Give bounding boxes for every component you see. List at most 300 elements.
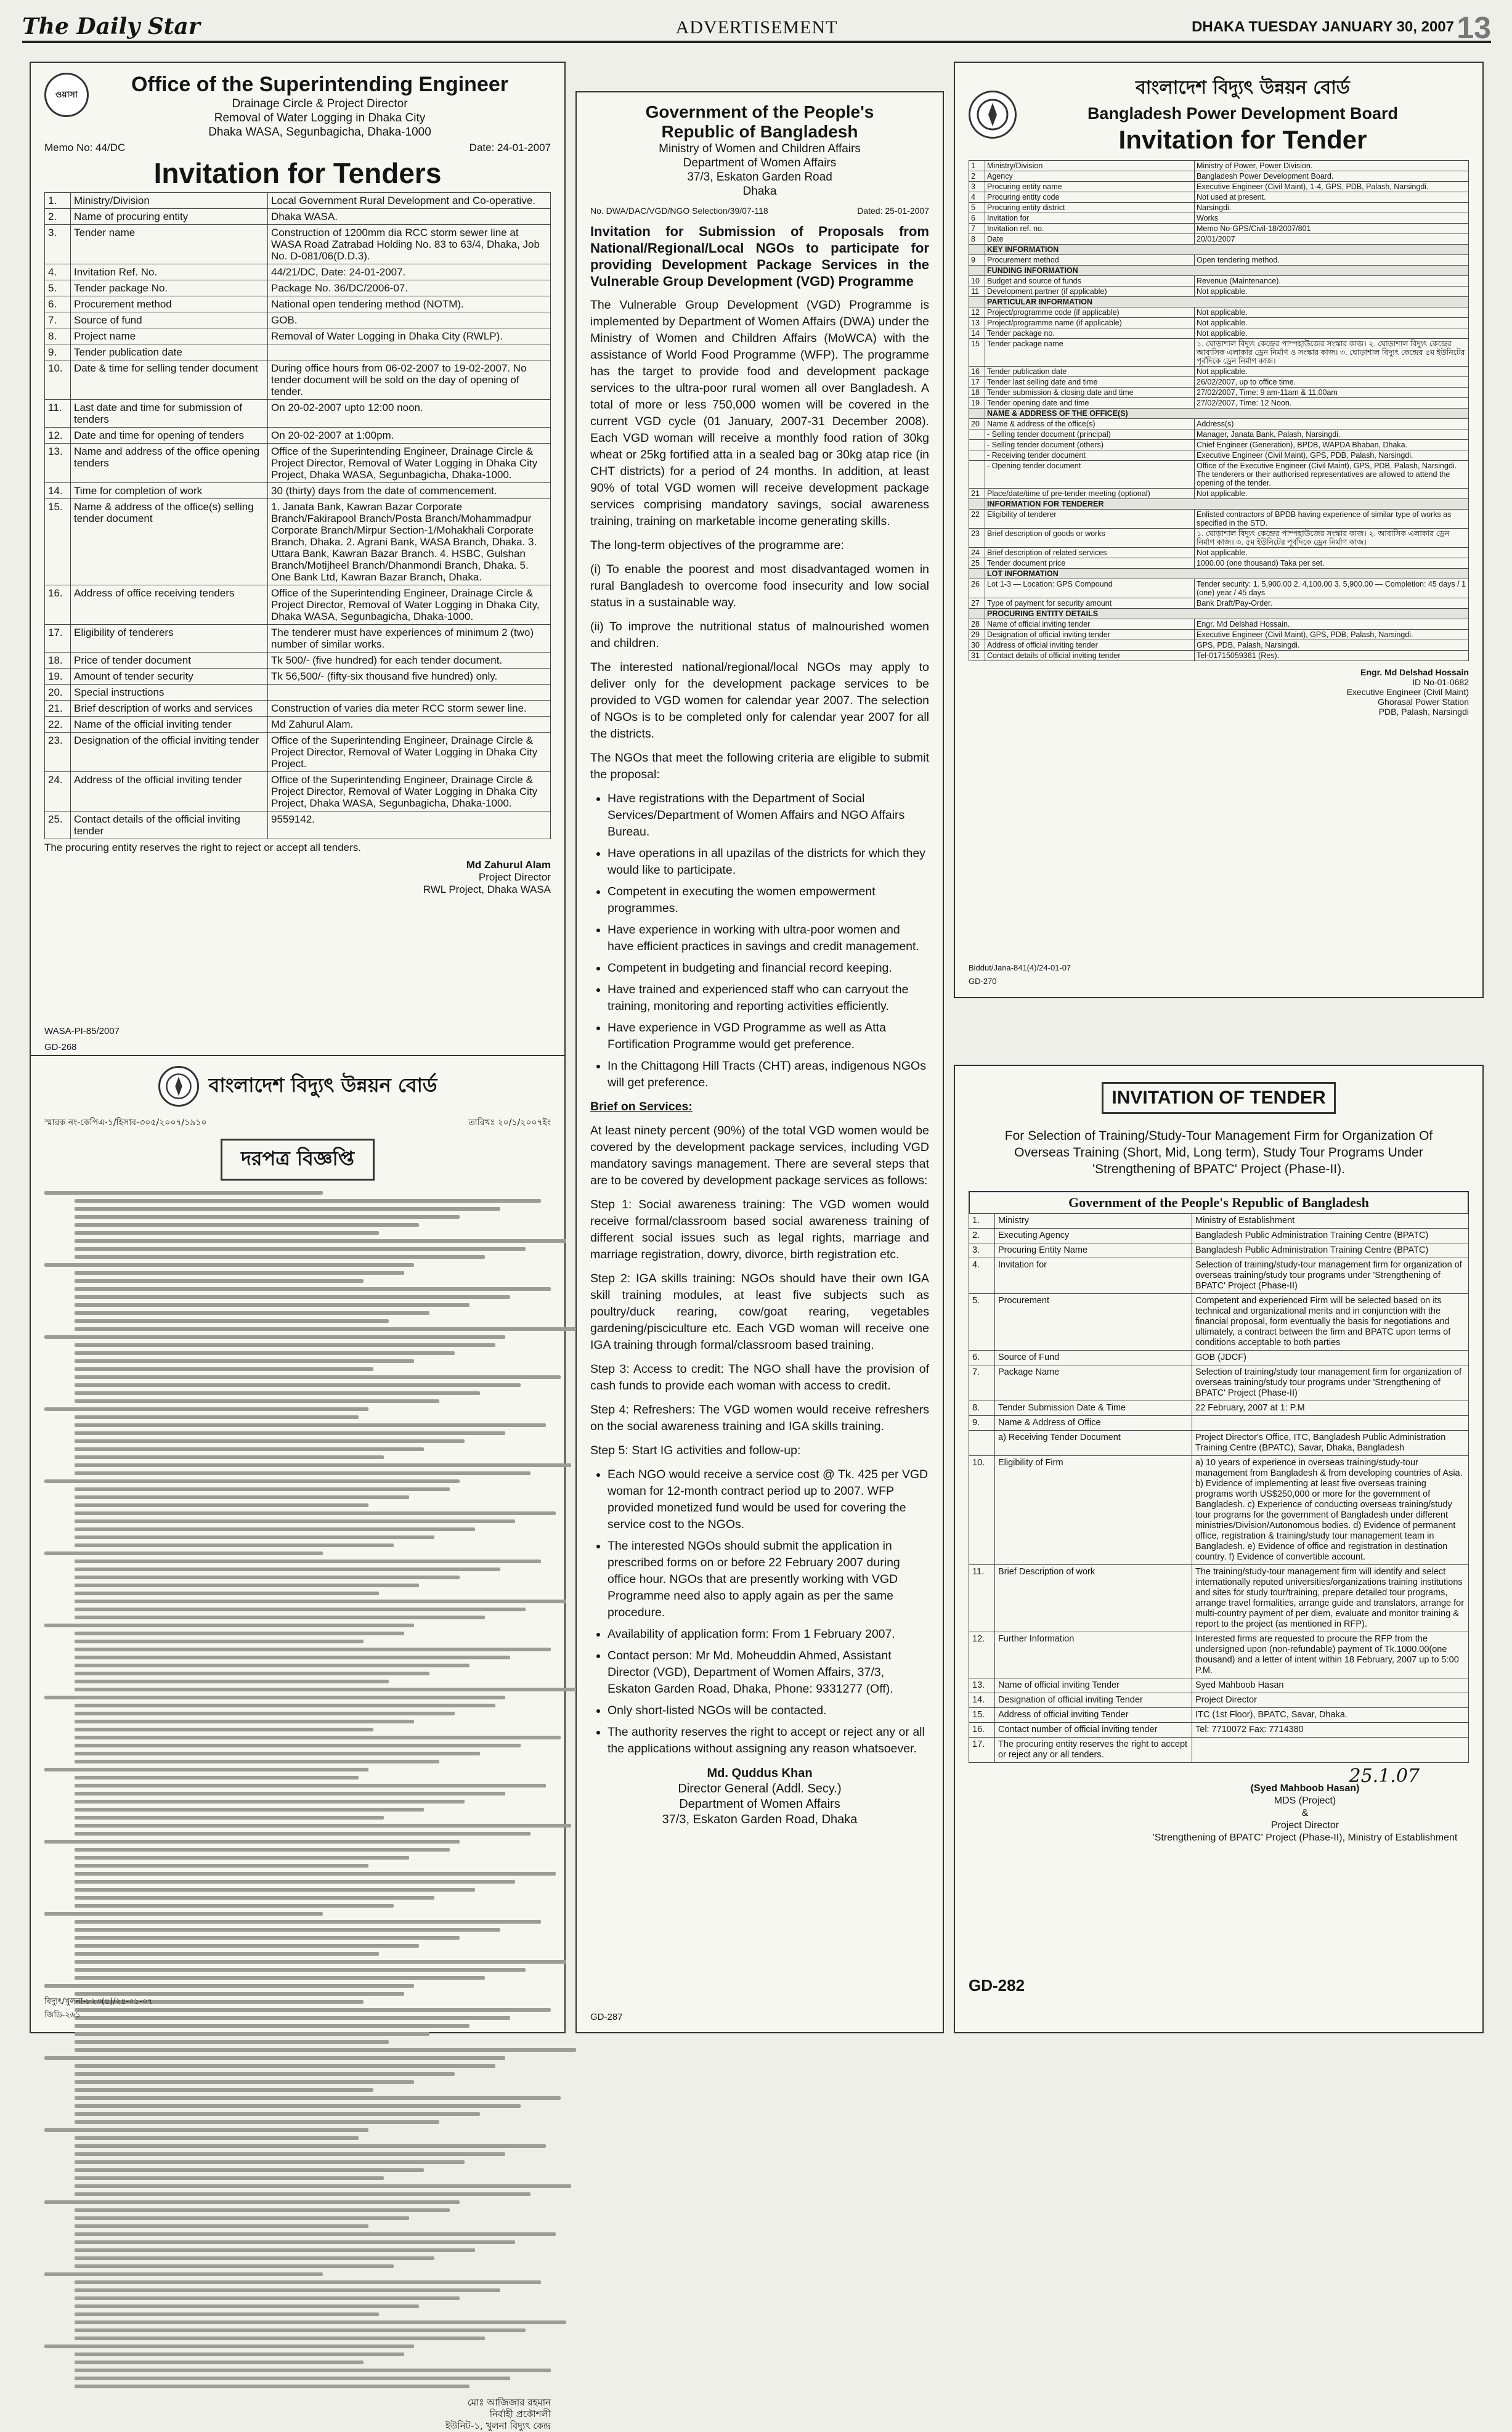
table-cell-no: 4 — [969, 192, 985, 203]
bpdb-sign-org-1: Ghorasal Power Station — [1378, 697, 1469, 707]
table-cell-lab: Date & time for selling tender document — [71, 360, 268, 400]
table-cell-lab: Designation of official inviting tender — [985, 630, 1195, 640]
text-line — [75, 1960, 566, 1964]
text-line — [75, 1303, 469, 1307]
table-row — [45, 280, 551, 296]
table-row — [969, 161, 1469, 171]
wasa-sub-3: Dhaka WASA, Segunbagicha, Dhaka-1000 — [208, 126, 431, 139]
list-item: • Competent in executing the women empowerment programmes. — [608, 884, 929, 917]
text-line — [75, 1503, 368, 1507]
text-line — [75, 2136, 358, 2140]
table-cell-lab: - Selling tender document (principal) — [985, 429, 1195, 440]
table-cell-lab: Tender name — [71, 225, 268, 264]
table-cell-no: 12 — [969, 307, 985, 318]
table-cell-no: 15. — [969, 1708, 995, 1723]
text-line — [75, 2232, 556, 2236]
table-cell-val: Tender security: 1. 5,900.00 2. 4,100.00 3. 5,900.00 — Completion: 45 days / 1 (one) year / 45 days — [1195, 579, 1469, 598]
text-line — [44, 2128, 368, 2132]
bpdb-bangla-code-1: বিদ্যুৎ/খুলনা-৮২৩(৪)/২৪-০১-০৭ — [44, 1997, 153, 2006]
text-line — [75, 2240, 515, 2244]
table-cell-no: 19. — [45, 669, 71, 685]
table-cell-no: 4. — [969, 1258, 995, 1294]
text-line — [75, 1431, 505, 1435]
women-para-3: The interested national/regional/local NGOs may apply to deliver only for the development package services to be provided to VGD women for calendar year 2007. The selection of NGOs is to be completed only for calendar year 2007 for all the districts. — [590, 661, 929, 741]
text-line — [75, 2304, 419, 2308]
table-cell-lab: Procuring entity district — [985, 203, 1195, 213]
text-line — [75, 2064, 495, 2068]
bpatc-sign-title-1: MDS (Project) — [1274, 1796, 1336, 1806]
table-row — [969, 1258, 1469, 1294]
bpdb-bangla-sign-org: ইউনিট-১, খুলনা বিদ্যুৎ কেন্দ্র — [445, 2420, 551, 2431]
table-cell-val: The tenderer must have experiences of minimum 2 (two) number of similar works. — [268, 625, 551, 653]
text-line — [75, 1880, 515, 1884]
table-cell-lab: Brief description of goods or works — [985, 529, 1195, 548]
table-cell-lab: Tender package name — [985, 339, 1195, 367]
table-cell-no: 8. — [45, 328, 71, 344]
table-cell-lab: Contact details of official inviting tender — [985, 651, 1195, 661]
text-line — [75, 1399, 439, 1403]
text-line — [75, 2072, 455, 2076]
table-cell-no: 11. — [45, 400, 71, 428]
table-cell-lab: The procuring entity reserves the right to accept or reject any or all tenders. — [995, 1738, 1192, 1763]
text-line — [75, 1439, 465, 1443]
women-para-4: The NGOs that meet the following criteria are eligible to submit the proposal: — [590, 751, 929, 781]
text-line — [75, 1495, 409, 1499]
table-row — [45, 585, 551, 625]
text-line — [75, 1423, 545, 1427]
table-cell-val: Tel-01715059361 (Res). — [1195, 651, 1469, 661]
bpdb-bangla-logo-icon — [158, 1066, 199, 1107]
text-line — [75, 1391, 480, 1395]
table-cell-val: 26/02/2007, up to office time. — [1195, 377, 1469, 388]
text-line — [44, 1984, 414, 1988]
table-cell-no: 20 — [969, 419, 985, 429]
text-line — [75, 1415, 358, 1419]
text-line — [75, 1752, 480, 1755]
bpdb-logo-icon — [969, 91, 1017, 139]
table-cell-val: Package No. 36/DC/2006-07. — [268, 280, 551, 296]
text-line — [75, 1704, 495, 1707]
table-cell-val: Open tendering method. — [1195, 255, 1469, 266]
table-cell-lab: Invitation ref. no. — [985, 224, 1195, 234]
women-step-1: Step 1: Social awareness training: The VGD women would receive formal/classroom based social awareness training of different social issues such as legal rights, marriage and marriage registration, dowry, divorce, birth registration etc. — [590, 1198, 929, 1261]
women-para-2: The long-term objectives of the programme are: — [590, 539, 844, 552]
table-cell-lab: Procuring entity code — [985, 192, 1195, 203]
table-cell-lab: Contact number of official inviting tender — [995, 1723, 1192, 1738]
table-cell-val: Bangladesh Public Administration Training Centre (BPATC) — [1192, 1229, 1469, 1243]
wasa-date: Date: 24-01-2007 — [469, 142, 551, 153]
bpatc-tender-table — [969, 1213, 1469, 1763]
table-cell-val: Not applicable. — [1195, 328, 1469, 339]
table-row — [969, 598, 1469, 609]
text-line — [75, 1543, 394, 1547]
table-cell-val: On 20-02-2007 upto 12:00 noon. — [268, 400, 551, 428]
text-line — [75, 1568, 500, 1571]
table-cell-val — [1192, 1738, 1469, 1763]
text-line — [75, 2016, 510, 2020]
text-line — [75, 1215, 460, 1219]
ad-bpdb-tender — [954, 62, 1484, 998]
table-cell-val: Executive Engineer (Civil Maint), 1-4, GPS, PDB, Palash, Narsingdi. — [1195, 182, 1469, 192]
wasa-logo — [44, 73, 89, 117]
table-row — [969, 548, 1469, 558]
text-line — [75, 1824, 571, 1828]
bpatc-code: GD-282 — [969, 1976, 1025, 1995]
text-line — [75, 2040, 389, 2044]
text-line — [75, 2088, 373, 2092]
bpdb-code-1: Biddut/Jana-841(4)/24-01-07 — [969, 963, 1071, 972]
table-row — [969, 429, 1469, 440]
table-cell-no: 18 — [969, 388, 985, 398]
list-item: • The interested NGOs should submit the application in prescribed forms on or before 22 February 2007 during office hour. NGOs that are presently working with VGD Programme need also to apply again as per the same procedure. — [608, 1538, 929, 1621]
women-headline: Invitation for Submission of Proposals from National/Regional/Local NGOs to participate for providing Development Package Services in the Vulnerable Group Development (VGD) Programme — [590, 224, 929, 289]
table-cell-no: 9. — [969, 1416, 995, 1431]
table-cell-no — [969, 429, 985, 440]
table-cell-no: 15. — [45, 499, 71, 585]
bpdb-title: Bangladesh Power Development Board — [1087, 104, 1399, 123]
table-row — [45, 400, 551, 428]
table-cell-no: 11 — [969, 287, 985, 297]
table-cell-no: 6 — [969, 213, 985, 224]
table-cell-val: ITC (1st Floor), BPATC, Savar, Dhaka. — [1192, 1708, 1469, 1723]
list-item: • Competent in budgeting and financial record keeping. — [608, 960, 929, 977]
table-row — [45, 717, 551, 733]
table-cell-lab: Executing Agency — [995, 1229, 1192, 1243]
bpdb-bangla-heading-title: বাংলাদেশ বিদ্যুৎ উন্নয়ন বোর্ড — [208, 1073, 437, 1097]
table-row — [969, 192, 1469, 203]
table-cell-no: 17 — [969, 377, 985, 388]
table-cell-val: Selection of training/study-tour management firm for organization of overseas training/study tour programs under 'Strengthening of BPATC' Project (Phase-II) — [1192, 1258, 1469, 1294]
text-line — [75, 2312, 378, 2316]
text-line — [75, 2296, 460, 2300]
text-line — [75, 1776, 358, 1779]
table-cell-lab: Project/programme name (if applicable) — [985, 318, 1195, 328]
text-line — [75, 1359, 414, 1363]
table-cell-no: 8. — [969, 1401, 995, 1416]
list-item: • Contact person: Mr Md. Moheuddin Ahmed, Assistant Director (VGD), Department of Women Affairs, 37/3, Eskaton Garden Road, Dhaka, Phone: 9331277 (Off). — [608, 1648, 929, 1698]
text-line — [75, 1656, 510, 1659]
table-cell-no: 24. — [45, 772, 71, 811]
table-cell-no: 9. — [45, 344, 71, 360]
bpdb-sign-org-2: PDB, Palash, Narsingdi — [1378, 707, 1469, 717]
women-title-2: Republic of Bangladesh — [661, 122, 858, 141]
text-line — [75, 2216, 409, 2220]
table-cell-no: 25 — [969, 558, 985, 569]
text-line — [75, 1672, 429, 1675]
text-line — [75, 1936, 460, 1940]
table-cell-val: 30 (thirty) days from the date of commencement. — [268, 483, 551, 499]
table-cell-val: 1000.00 (one thousand) Taka per set. — [1195, 558, 1469, 569]
text-line — [75, 2224, 368, 2228]
table-cell-val — [1192, 1416, 1469, 1431]
ad-bpdb-bangla-tender — [30, 1055, 566, 2431]
table-cell-lab: Type of payment for security amount — [985, 598, 1195, 609]
table-cell-val: Bangladesh Public Administration Training Centre (BPATC) — [1192, 1243, 1469, 1258]
table-row — [45, 296, 551, 312]
table-cell-no: 19 — [969, 398, 985, 409]
wasa-sign-org: RWL Project, Dhaka WASA — [423, 884, 551, 895]
text-line — [75, 1223, 419, 1227]
bpatc-sign-name: (Syed Mahboob Hasan) — [1250, 1783, 1360, 1794]
table-cell-val: Dhaka WASA. — [268, 209, 551, 225]
table-row — [45, 444, 551, 483]
text-line — [75, 1600, 566, 1603]
table-row — [969, 558, 1469, 569]
table-row — [969, 630, 1469, 640]
table-cell-no: 21 — [969, 489, 985, 499]
ad-bpatc-tender — [954, 1065, 1484, 2033]
bpdb-sign-title: Executive Engineer (Civil Maint) — [1346, 687, 1469, 697]
table-cell-no: 23 — [969, 529, 985, 548]
table-cell-val: National open tendering method (NOTM). — [268, 296, 551, 312]
table-cell-no: 16. — [45, 585, 71, 625]
ad-wasa-tender — [30, 62, 566, 1065]
table-cell-lab: Lot 1-3 — Location: GPS Compound — [985, 579, 1195, 598]
women-para-1: The Vulnerable Group Development (VGD) Programme is implemented by Department of Women Affairs (DWA) under the Ministry of Women and Children Affairs (MoWCA) with the assistance of World Food Programme (WFP). The programme has the target to provide food and development package services to the ultra-poor rural women all over Bangladesh. A total of more or less 750,000 women will be covered in the current VGD cycle (01 January, 2007-31 December 2008). Each VGD woman will receive a monthly food ration of 30kg wheat or 25kg fortified atta in a sealed bag or 30kg atap rice (in CHT districts) for a period of 24 months. In addition, at least 90% of total VGD women will receive development package services comprising mandatory savings, social awareness training, training on marketable income generating skills. — [590, 298, 929, 528]
text-line — [75, 1271, 404, 1275]
table-cell-val: Removal of Water Logging in Dhaka City (RWLP). — [268, 328, 551, 344]
table-cell-val: 9559142. — [268, 811, 551, 839]
table-row — [969, 1431, 1469, 1456]
table-cell-no: 17. — [969, 1738, 995, 1763]
table-cell-val: Syed Mahboob Hasan — [1192, 1678, 1469, 1693]
text-line — [75, 2369, 551, 2372]
table-row — [45, 653, 551, 669]
table-cell-no: 18. — [45, 653, 71, 669]
table-cell-lab: Address of office receiving tenders — [71, 585, 268, 625]
table-cell-lab: Name & address of the office(s) — [985, 419, 1195, 429]
table-row — [969, 499, 1469, 510]
bpatc-government: Government of the People's Republic of Bangladesh — [969, 1191, 1469, 1213]
table-row — [969, 1229, 1469, 1243]
text-line — [75, 1511, 556, 1515]
table-cell-val: Local Government Rural Development and Co-operative. — [268, 193, 551, 209]
table-cell-no: 2. — [969, 1229, 995, 1243]
text-line — [44, 2272, 323, 2276]
text-line — [75, 2112, 480, 2116]
bpatc-sign-org: 'Strengthening of BPATC' Project (Phase-II), Ministry of Establishment — [1152, 1832, 1458, 1843]
text-line — [75, 1295, 510, 1299]
bpatc-intro: For Selection of Training/Study-Tour Management Firm for Organization Of Overseas Training (Short, Mid, Long term), Study Tour Programs Under 'Strengthening of BPATC' Project (Phase-II). — [1004, 1129, 1433, 1176]
women-code: GD-287 — [590, 2012, 623, 2022]
text-line — [75, 1319, 389, 1323]
table-cell-val: Interested firms are requested to procure the RFP from the undersigned upon (non-refundable) payment of Tk.1000.00(one thousand) and a letter of intent within 18 February, 2007 up to 5:00 P.M. — [1192, 1632, 1469, 1678]
wasa-sign-title: Project Director — [478, 871, 551, 883]
text-line — [75, 1744, 520, 1747]
table-cell-val — [268, 685, 551, 701]
text-line — [44, 2200, 460, 2204]
table-row — [969, 377, 1469, 388]
table-cell-val: Tk 500/- (five hundred) for each tender document. — [268, 653, 551, 669]
wasa-memo: Memo No: 44/DC — [44, 142, 126, 153]
table-cell-no: 28 — [969, 619, 985, 630]
table-cell-val: Enlisted contractors of BPDB having experience of similar type of works as specified in the STD. — [1195, 510, 1469, 529]
text-line — [75, 2096, 561, 2100]
table-cell-no: 7. — [45, 312, 71, 328]
text-line — [75, 1535, 434, 1539]
table-cell-lab: Project/programme code (if applicable) — [985, 307, 1195, 318]
table-row — [45, 428, 551, 444]
table-cell-val: Office of the Superintending Engineer, Drainage Circle & Project Director, Removal of Water Logging in Dhaka City, Dhaka WASA, Segunbagicha, Dhaka-1000. — [268, 585, 551, 625]
text-line — [75, 1816, 383, 1820]
list-item: • In the Chittagong Hill Tracts (CHT) areas, indigenous NGOs will get preference. — [608, 1058, 929, 1091]
table-cell-lab: Name of procuring entity — [71, 209, 268, 225]
table-row — [969, 1401, 1469, 1416]
table-row — [969, 287, 1469, 297]
table-cell-no: 1. — [45, 193, 71, 209]
table-cell-no: 7 — [969, 224, 985, 234]
table-row — [969, 419, 1469, 429]
table-row — [969, 224, 1469, 234]
table-cell-lab: Tender Submission Date & Time — [995, 1401, 1192, 1416]
women-ref: No. DWA/DAC/VGD/NGO Selection/39/07-118 — [590, 206, 768, 216]
table-cell-val: Construction of 1200mm dia RCC storm sewer line at WASA Road Zatrabad Holding No. 83 to 63/4, Dhaka, Job No. D-081/06(D.D.3). — [268, 225, 551, 264]
text-line — [75, 2353, 404, 2356]
table-cell-lab: Eligibility of Firm — [995, 1456, 1192, 1565]
newspaper-name: The Daily Star — [22, 14, 200, 39]
bpatc-sign-title-2: & — [1301, 1808, 1309, 1818]
women-sign-org-1: Department of Women Affairs — [679, 1797, 840, 1811]
table-row — [969, 1243, 1469, 1258]
table-cell-lab: Name of the official inviting tender — [71, 717, 268, 733]
table-row — [969, 398, 1469, 409]
text-line — [44, 1624, 414, 1627]
table-row — [969, 182, 1469, 192]
table-cell-val: Works — [1195, 213, 1469, 224]
table-row — [969, 1723, 1469, 1738]
text-line — [44, 1768, 368, 1771]
table-cell-val: ১. ঘোড়াশাল বিদ্যুৎ কেন্দ্রের পাম্পহাউজের সংস্কার কাজ। ২. ঘোড়াশাল বিদ্যুৎ কেন্দ্রের আবাসিক এলাকার ড্রেন নির্মাণ ও সংস্কার কাজ। ৩. ঘোড়াশাল বিদ্যুৎ কেন্দ্রের ৫ম ইউনিটের পূর্বদিকে ড্রেন নির্মাণ কাজ। — [1195, 339, 1469, 367]
text-line — [75, 1207, 500, 1211]
table-row — [969, 1708, 1469, 1723]
text-line — [75, 2120, 439, 2124]
table-cell-no: 12. — [45, 428, 71, 444]
table-cell-lab: PARTICULAR INFORMATION — [985, 297, 1469, 307]
text-line — [75, 1255, 485, 1259]
table-cell-lab: Name of official inviting tender — [985, 619, 1195, 630]
text-line — [75, 1327, 576, 1331]
text-line — [75, 2280, 540, 2284]
text-line — [75, 1640, 364, 1643]
table-cell-lab: Price of tender document — [71, 653, 268, 669]
table-cell-lab: Time for completion of work — [71, 483, 268, 499]
table-cell-lab: Invitation for — [995, 1258, 1192, 1294]
table-cell-lab: Source of Fund — [995, 1351, 1192, 1365]
table-cell-no: 13. — [969, 1678, 995, 1693]
table-cell-no — [969, 409, 985, 419]
table-cell-lab: Last date and time for submission of tenders — [71, 400, 268, 428]
text-line — [75, 1287, 551, 1291]
table-cell-val: Bangladesh Power Development Board. — [1195, 171, 1469, 182]
table-cell-val: Executive Engineer (Civil Maint), GPS, PDB, Palash, Narsingdi. — [1195, 630, 1469, 640]
text-line — [75, 2208, 449, 2212]
table-cell-val: GOB (JDCF) — [1192, 1351, 1469, 1365]
text-line — [75, 1343, 495, 1347]
text-line — [75, 1728, 373, 1731]
women-sub-1: Ministry of Women and Children Affairs — [659, 142, 861, 155]
table-cell-val: 27/02/2007, Time: 9 am-11am & 11.00am — [1195, 388, 1469, 398]
table-row — [969, 234, 1469, 245]
list-item: • Availability of application form: From 1 February 2007. — [608, 1626, 929, 1643]
text-line — [75, 1311, 429, 1315]
table-cell-lab: Amount of tender security — [71, 669, 268, 685]
table-cell-lab: Brief description of related services — [985, 548, 1195, 558]
table-cell-no: 9 — [969, 255, 985, 266]
table-cell-no: 4. — [45, 264, 71, 280]
table-cell-lab: Tender package no. — [985, 328, 1195, 339]
table-cell-val: During office hours from 06-02-2007 to 19-02-2007. No tender document will be sold on the day of opening of tender. — [268, 360, 551, 400]
wasa-code-2: GD-268 — [44, 1042, 77, 1052]
table-cell-val: 1. Janata Bank, Kawran Bazar Corporate Branch/Fakirapool Branch/Posta Branch/Mohammadpur Corporate Branch/Mirpur Section-1/Mohakhali Corporate Branch, Dhaka. 2. Agrani Bank, WASA Branch, Dhaka. 3. Uttara Bank, Kawran Bazar Branch. 4. HSBC, Gulshan Branch/Motijheel Branch/Dhanmondi Branch, Dhaka. 5. One Bank Ltd, Kawran Bazar Branch, Dhaka. — [268, 499, 551, 585]
table-row — [969, 1678, 1469, 1693]
table-row — [45, 701, 551, 717]
text-line — [75, 1560, 540, 1563]
table-cell-lab: Package Name — [995, 1365, 1192, 1401]
table-cell-no — [969, 440, 985, 450]
wasa-tender-table — [44, 192, 551, 839]
table-cell-no: 16. — [969, 1723, 995, 1738]
women-objective-2: (ii) To improve the nutritional status of malnourished women and children. — [590, 620, 929, 650]
table-cell-lab: Tender opening date and time — [985, 398, 1195, 409]
text-line — [75, 1872, 556, 1876]
table-cell-val: Office of the Executive Engineer (Civil Maint), GPS, PDB, Palash, Narsingdi. The tenderers or their authorised representatives are allowed to attend the opening of the tender. — [1195, 461, 1469, 489]
table-cell-lab: Name & address of the office(s) selling tender document — [71, 499, 268, 585]
table-cell-val: Ministry of Power, Power Division. — [1195, 161, 1469, 171]
table-cell-lab: a) Receiving Tender Document — [995, 1431, 1192, 1456]
bpatc-signature-date: 25.1.07 — [1349, 1765, 1420, 1787]
text-line — [75, 2320, 566, 2324]
table-row — [969, 339, 1469, 367]
text-line — [75, 1864, 368, 1868]
text-line — [75, 2152, 505, 2156]
table-row — [969, 388, 1469, 398]
table-cell-no: 29 — [969, 630, 985, 640]
table-cell-lab: Date and time for opening of tenders — [71, 428, 268, 444]
bpdb-sign-name: Engr. Md Delshad Hossain — [1360, 667, 1469, 677]
table-cell-no: 6. — [969, 1351, 995, 1365]
table-cell-no: 31 — [969, 651, 985, 661]
table-row — [969, 1565, 1469, 1632]
table-row — [45, 625, 551, 653]
table-cell-val: GPS, PDB, Palash, Narsingdi. — [1195, 640, 1469, 651]
text-line — [75, 1527, 474, 1531]
bpdb-tender-table — [969, 160, 1469, 661]
text-line — [75, 2024, 469, 2028]
table-cell-lab: Address of the official inviting tender — [71, 772, 268, 811]
text-line — [75, 1375, 561, 1379]
list-item: • Have operations in all upazilas of the districts for which they would like to participate. — [608, 845, 929, 879]
table-cell-no: 12. — [969, 1632, 995, 1678]
table-row — [45, 669, 551, 685]
table-cell-no: 20. — [45, 685, 71, 701]
table-cell-no — [969, 499, 985, 510]
table-cell-lab: Date — [985, 234, 1195, 245]
text-line — [75, 1351, 455, 1355]
table-row — [45, 344, 551, 360]
text-line — [75, 1688, 576, 1691]
table-row — [45, 312, 551, 328]
table-row — [969, 529, 1469, 548]
text-line — [75, 1808, 424, 1812]
text-line — [75, 1239, 566, 1243]
text-line — [75, 1247, 526, 1251]
text-line — [44, 1407, 368, 1411]
text-line — [75, 1664, 469, 1667]
text-line — [75, 1856, 409, 1860]
bpdb-bangla-title: বাংলাদেশ বিদ্যুৎ উন্নয়ন বোর্ড — [1136, 77, 1350, 99]
wasa-sub-1: Drainage Circle & Project Director — [232, 97, 408, 110]
text-line — [75, 1584, 419, 1587]
